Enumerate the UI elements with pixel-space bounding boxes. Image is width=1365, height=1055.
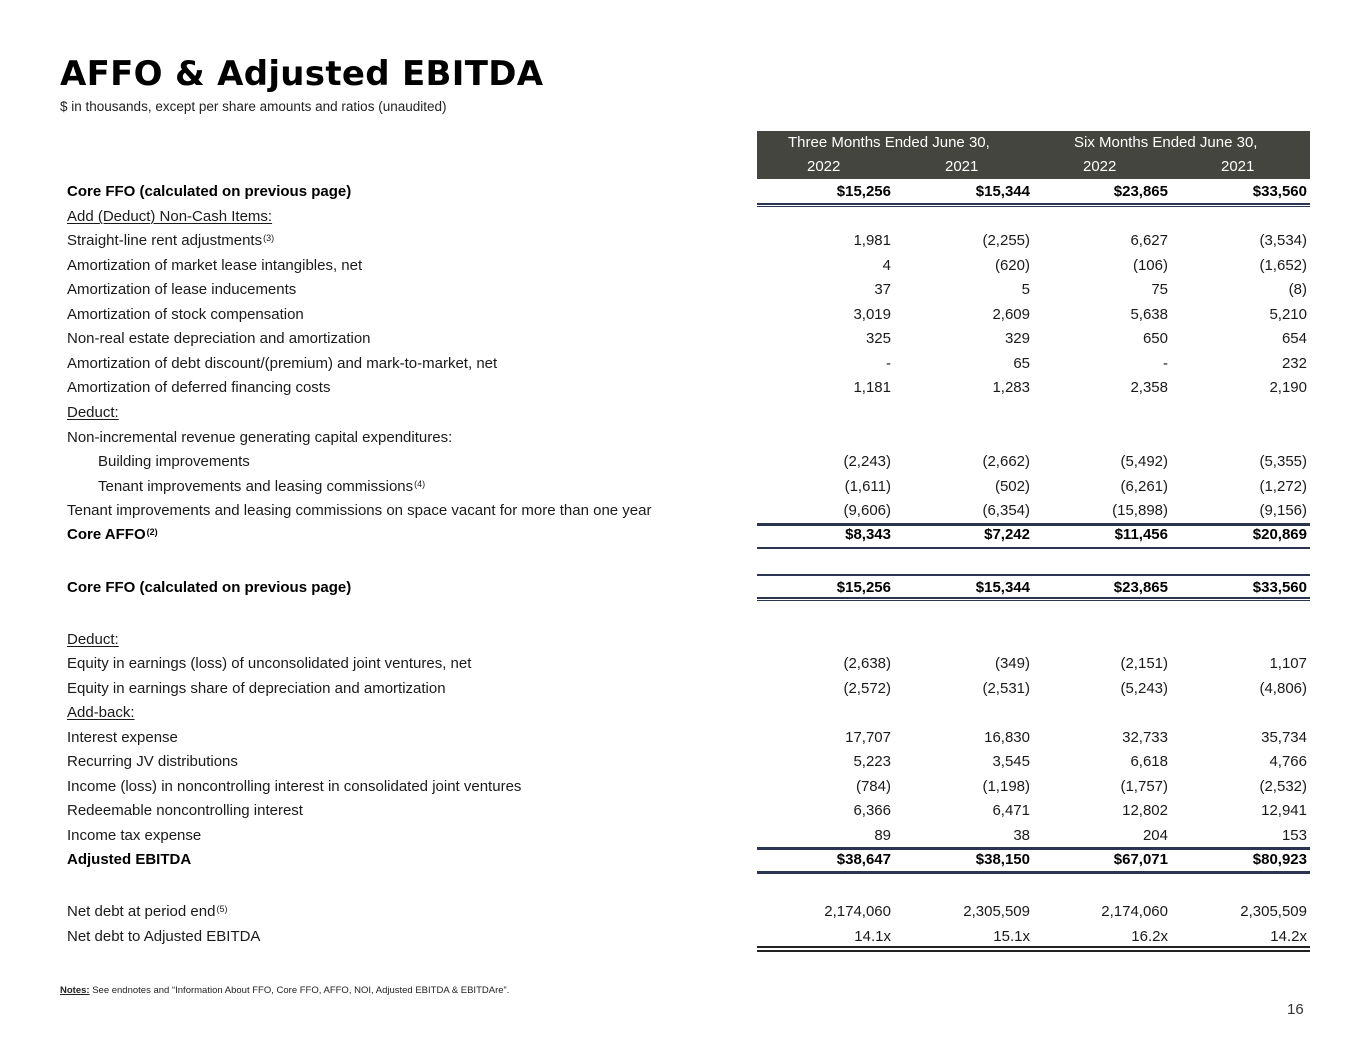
cell-value: 14.2x bbox=[1270, 928, 1307, 945]
cell-value: 35,734 bbox=[1261, 729, 1307, 746]
header-year: 2022 bbox=[1083, 158, 1117, 175]
cell-value: (1,272) bbox=[1259, 478, 1307, 495]
double-rule bbox=[757, 597, 1310, 599]
row-label-text: Tenant improvements and leasing commissions bbox=[98, 478, 414, 495]
cell-value: (2,572) bbox=[843, 680, 891, 697]
cell-value: (106) bbox=[1132, 257, 1168, 274]
cell-value: $11,456 bbox=[1114, 526, 1168, 543]
cell-value: 4 bbox=[882, 257, 891, 274]
row-label bbox=[67, 254, 362, 278]
total-rule bbox=[757, 847, 1310, 850]
cell-value: (502) bbox=[994, 478, 1030, 495]
row-label-text: Equity in earnings share of depreciation and amortization bbox=[67, 680, 446, 697]
page-title: AFFO & Adjusted EBITDA bbox=[60, 54, 544, 94]
cell-value: 12,941 bbox=[1261, 802, 1307, 819]
section-rule bbox=[757, 574, 1310, 576]
cell-value: 3,545 bbox=[992, 753, 1030, 770]
cell-value: (4,806) bbox=[1259, 680, 1307, 697]
cell-value: 75 bbox=[1151, 281, 1168, 298]
cell-value: (15,898) bbox=[1112, 502, 1168, 519]
row-label bbox=[67, 900, 227, 924]
cell-value: (2,531) bbox=[982, 680, 1030, 697]
cell-value: (2,532) bbox=[1259, 778, 1307, 795]
row-label bbox=[67, 229, 274, 253]
header-year: 2021 bbox=[945, 158, 979, 175]
row-label-text: Interest expense bbox=[67, 729, 178, 746]
table-row bbox=[0, 352, 1365, 376]
page-subtitle: $ in thousands, except per share amounts and ratios (unaudited) bbox=[60, 99, 447, 114]
row-label-text: Amortization of market lease intangibles, net bbox=[67, 257, 363, 274]
cell-value: $15,256 bbox=[836, 579, 891, 596]
cell-value: (349) bbox=[994, 655, 1030, 672]
double-rule bbox=[757, 203, 1310, 205]
table-header bbox=[757, 131, 1310, 179]
row-label-text: Equity in earnings (loss) of unconsolidated joint ventures, net bbox=[67, 655, 472, 672]
row-label bbox=[67, 278, 296, 302]
table-row bbox=[0, 523, 1365, 547]
cell-value: (2,255) bbox=[982, 232, 1030, 249]
cell-value: 16.2x bbox=[1131, 928, 1168, 945]
row-label-text: Add-back: bbox=[67, 704, 135, 721]
cell-value: $8,343 bbox=[845, 526, 891, 543]
footnote-marker: (4) bbox=[414, 479, 426, 489]
double-rule bbox=[757, 950, 1310, 952]
cell-value: 2,174,060 bbox=[824, 903, 891, 920]
cell-value: 329 bbox=[1004, 330, 1030, 347]
table-row bbox=[0, 726, 1365, 750]
notes bbox=[60, 985, 509, 996]
row-label-text: Core FFO (calculated on previous page) bbox=[67, 183, 352, 200]
row-label bbox=[67, 576, 351, 600]
table-row bbox=[0, 303, 1365, 327]
cell-value: 1,181 bbox=[853, 379, 891, 396]
table-row bbox=[0, 824, 1365, 848]
row-label-text: Net debt to Adjusted EBITDA bbox=[67, 928, 261, 945]
table-row bbox=[0, 401, 1365, 425]
cell-value: $23,865 bbox=[1113, 183, 1168, 200]
row-label bbox=[67, 701, 135, 725]
row-label-text: Amortization of stock compensation bbox=[67, 306, 304, 323]
cell-value: 4,766 bbox=[1269, 753, 1307, 770]
cell-value: 153 bbox=[1281, 827, 1307, 844]
table-row bbox=[0, 799, 1365, 823]
header-six-months: Six Months Ended June 30, bbox=[1074, 134, 1258, 151]
cell-value: $15,256 bbox=[836, 183, 891, 200]
cell-value: $23,865 bbox=[1113, 579, 1168, 596]
cell-value: 1,981 bbox=[853, 232, 891, 249]
cell-value: 5,638 bbox=[1130, 306, 1168, 323]
cell-value: 2,190 bbox=[1269, 379, 1307, 396]
row-label bbox=[67, 327, 371, 351]
table-row bbox=[0, 426, 1365, 450]
notes-label: Notes: bbox=[60, 985, 90, 996]
cell-value: 204 bbox=[1142, 827, 1168, 844]
double-rule bbox=[757, 946, 1310, 948]
row-label-text: Deduct: bbox=[67, 404, 119, 421]
cell-value: $20,869 bbox=[1252, 526, 1307, 543]
cell-value: $38,647 bbox=[836, 851, 891, 868]
page-number: 16 bbox=[1287, 1001, 1304, 1018]
cell-value: 5 bbox=[1021, 281, 1030, 298]
cell-value: 654 bbox=[1281, 330, 1307, 347]
cell-value: (3,534) bbox=[1259, 232, 1307, 249]
cell-value: (9,606) bbox=[843, 502, 891, 519]
table-row bbox=[0, 475, 1365, 499]
table-row bbox=[0, 900, 1365, 924]
cell-value: 65 bbox=[1013, 355, 1030, 372]
header-three-months: Three Months Ended June 30, bbox=[788, 134, 990, 151]
footnote-marker: (2) bbox=[146, 527, 158, 537]
table-row bbox=[0, 450, 1365, 474]
cell-value: (1,198) bbox=[982, 778, 1030, 795]
cell-value: 232 bbox=[1281, 355, 1307, 372]
table-row bbox=[0, 278, 1365, 302]
cell-value: 5,223 bbox=[853, 753, 891, 770]
table-row bbox=[0, 677, 1365, 701]
cell-value: (2,638) bbox=[843, 655, 891, 672]
cell-value: 2,358 bbox=[1130, 379, 1168, 396]
cell-value: $38,150 bbox=[975, 851, 1030, 868]
total-rule bbox=[757, 871, 1310, 874]
row-label bbox=[67, 352, 497, 376]
row-label bbox=[67, 426, 452, 450]
row-label-text: Core FFO (calculated on previous page) bbox=[67, 579, 352, 596]
table-row bbox=[0, 180, 1365, 204]
cell-value: (9,156) bbox=[1259, 502, 1307, 519]
row-label-text: Redeemable noncontrolling interest bbox=[67, 802, 303, 819]
row-label-text: Building improvements bbox=[98, 453, 250, 470]
cell-value: 2,609 bbox=[992, 306, 1030, 323]
cell-value: 6,366 bbox=[853, 802, 891, 819]
cell-value: $80,923 bbox=[1252, 851, 1307, 868]
row-label bbox=[67, 677, 446, 701]
cell-value: (2,243) bbox=[843, 453, 891, 470]
row-label bbox=[67, 750, 238, 774]
cell-value: 2,305,509 bbox=[1240, 903, 1307, 920]
table-row bbox=[0, 628, 1365, 652]
cell-value: - bbox=[886, 355, 891, 372]
cell-value: 325 bbox=[865, 330, 891, 347]
row-label bbox=[67, 205, 272, 229]
cell-value: 650 bbox=[1142, 330, 1168, 347]
row-label-text: Core AFFO bbox=[67, 526, 146, 543]
cell-value: 2,305,509 bbox=[963, 903, 1030, 920]
row-label-text: Add (Deduct) Non-Cash Items: bbox=[67, 208, 273, 225]
cell-value: 6,471 bbox=[992, 802, 1030, 819]
row-label-text: Deduct: bbox=[67, 631, 119, 648]
table-row bbox=[0, 701, 1365, 725]
cell-value: 1,107 bbox=[1269, 655, 1307, 672]
row-label bbox=[98, 475, 425, 499]
row-label-text: Amortization of deferred financing costs bbox=[67, 379, 331, 396]
cell-value: (2,662) bbox=[982, 453, 1030, 470]
cell-value: $33,560 bbox=[1252, 579, 1307, 596]
cell-value: (1,611) bbox=[844, 478, 891, 495]
row-label bbox=[98, 450, 250, 474]
cell-value: (5,243) bbox=[1120, 680, 1168, 697]
cell-value: $15,344 bbox=[975, 579, 1030, 596]
cell-value: 38 bbox=[1013, 827, 1030, 844]
cell-value: 89 bbox=[874, 827, 891, 844]
cell-value: (8) bbox=[1288, 281, 1307, 298]
cell-value: $67,071 bbox=[1113, 851, 1168, 868]
cell-value: $33,560 bbox=[1252, 183, 1307, 200]
cell-value: $7,242 bbox=[984, 526, 1030, 543]
row-label-text: Amortization of debt discount/(premium) and mark-to-market, net bbox=[67, 355, 498, 372]
cell-value: 37 bbox=[874, 281, 891, 298]
footnote-marker: (3) bbox=[263, 233, 275, 243]
table-row bbox=[0, 327, 1365, 351]
row-label bbox=[67, 523, 158, 547]
row-label bbox=[67, 652, 471, 676]
table-row bbox=[0, 376, 1365, 400]
row-label bbox=[67, 180, 351, 204]
table-row bbox=[0, 499, 1365, 523]
table-row bbox=[0, 848, 1365, 872]
row-label bbox=[67, 401, 119, 425]
cell-value: 14.1x bbox=[854, 928, 891, 945]
table-row bbox=[0, 205, 1365, 229]
cell-value: (5,355) bbox=[1259, 453, 1307, 470]
cell-value: 6,627 bbox=[1130, 232, 1168, 249]
cell-value: 2,174,060 bbox=[1101, 903, 1168, 920]
cell-value: (6,354) bbox=[982, 502, 1030, 519]
row-label bbox=[67, 848, 191, 872]
table-row bbox=[0, 229, 1365, 253]
table-row bbox=[0, 750, 1365, 774]
cell-value: 5,210 bbox=[1269, 306, 1307, 323]
cell-value: $15,344 bbox=[975, 183, 1030, 200]
row-label-text: Tenant improvements and leasing commissions on space vacant for more than one year bbox=[67, 502, 652, 519]
cell-value: (6,261) bbox=[1120, 478, 1168, 495]
cell-value: (784) bbox=[855, 778, 891, 795]
cell-value: (2,151) bbox=[1120, 655, 1168, 672]
row-label bbox=[67, 824, 201, 848]
row-label bbox=[67, 775, 521, 799]
cell-value: (1,757) bbox=[1120, 778, 1168, 795]
row-label-text: Recurring JV distributions bbox=[67, 753, 238, 770]
cell-value: - bbox=[1163, 355, 1168, 372]
row-label bbox=[67, 628, 119, 652]
row-label-text: Straight-line rent adjustments bbox=[67, 232, 263, 249]
row-label bbox=[67, 303, 304, 327]
cell-value: 12,802 bbox=[1122, 802, 1168, 819]
table-row bbox=[0, 775, 1365, 799]
row-label bbox=[67, 925, 260, 949]
row-label bbox=[67, 499, 651, 523]
double-rule bbox=[757, 206, 1310, 207]
row-label-text: Income tax expense bbox=[67, 827, 202, 844]
table-row bbox=[0, 254, 1365, 278]
notes-text: See endnotes and “Information About FFO, Core FFO, AFFO, NOI, Adjusted EBITDA & EBITDAre”. bbox=[89, 985, 510, 996]
cell-value: 32,733 bbox=[1122, 729, 1168, 746]
row-label-text: Net debt at period end bbox=[67, 903, 216, 920]
cell-value: (5,492) bbox=[1120, 453, 1168, 470]
header-year: 2022 bbox=[807, 158, 841, 175]
row-label-text: Adjusted EBITDA bbox=[67, 851, 192, 868]
row-label-text: Non-real estate depreciation and amortization bbox=[67, 330, 371, 347]
cell-value: (1,652) bbox=[1259, 257, 1307, 274]
total-rule bbox=[757, 523, 1310, 526]
total-rule bbox=[757, 547, 1310, 549]
row-label bbox=[67, 799, 303, 823]
footnote-marker: (5) bbox=[216, 904, 228, 914]
row-label-text: Income (loss) in noncontrolling interest in consolidated joint ventures bbox=[67, 778, 522, 795]
double-rule bbox=[757, 600, 1310, 601]
cell-value: 17,707 bbox=[845, 729, 891, 746]
row-label bbox=[67, 726, 178, 750]
row-label-text: Non-incremental revenue generating capital expenditures: bbox=[67, 429, 453, 446]
row-label bbox=[67, 376, 330, 400]
table-row bbox=[0, 652, 1365, 676]
cell-value: 1,283 bbox=[992, 379, 1030, 396]
cell-value: (620) bbox=[994, 257, 1030, 274]
cell-value: 3,019 bbox=[853, 306, 891, 323]
cell-value: 6,618 bbox=[1130, 753, 1168, 770]
header-year: 2021 bbox=[1221, 158, 1255, 175]
cell-value: 16,830 bbox=[984, 729, 1030, 746]
cell-value: 15.1x bbox=[993, 928, 1030, 945]
row-label-text: Amortization of lease inducements bbox=[67, 281, 297, 298]
